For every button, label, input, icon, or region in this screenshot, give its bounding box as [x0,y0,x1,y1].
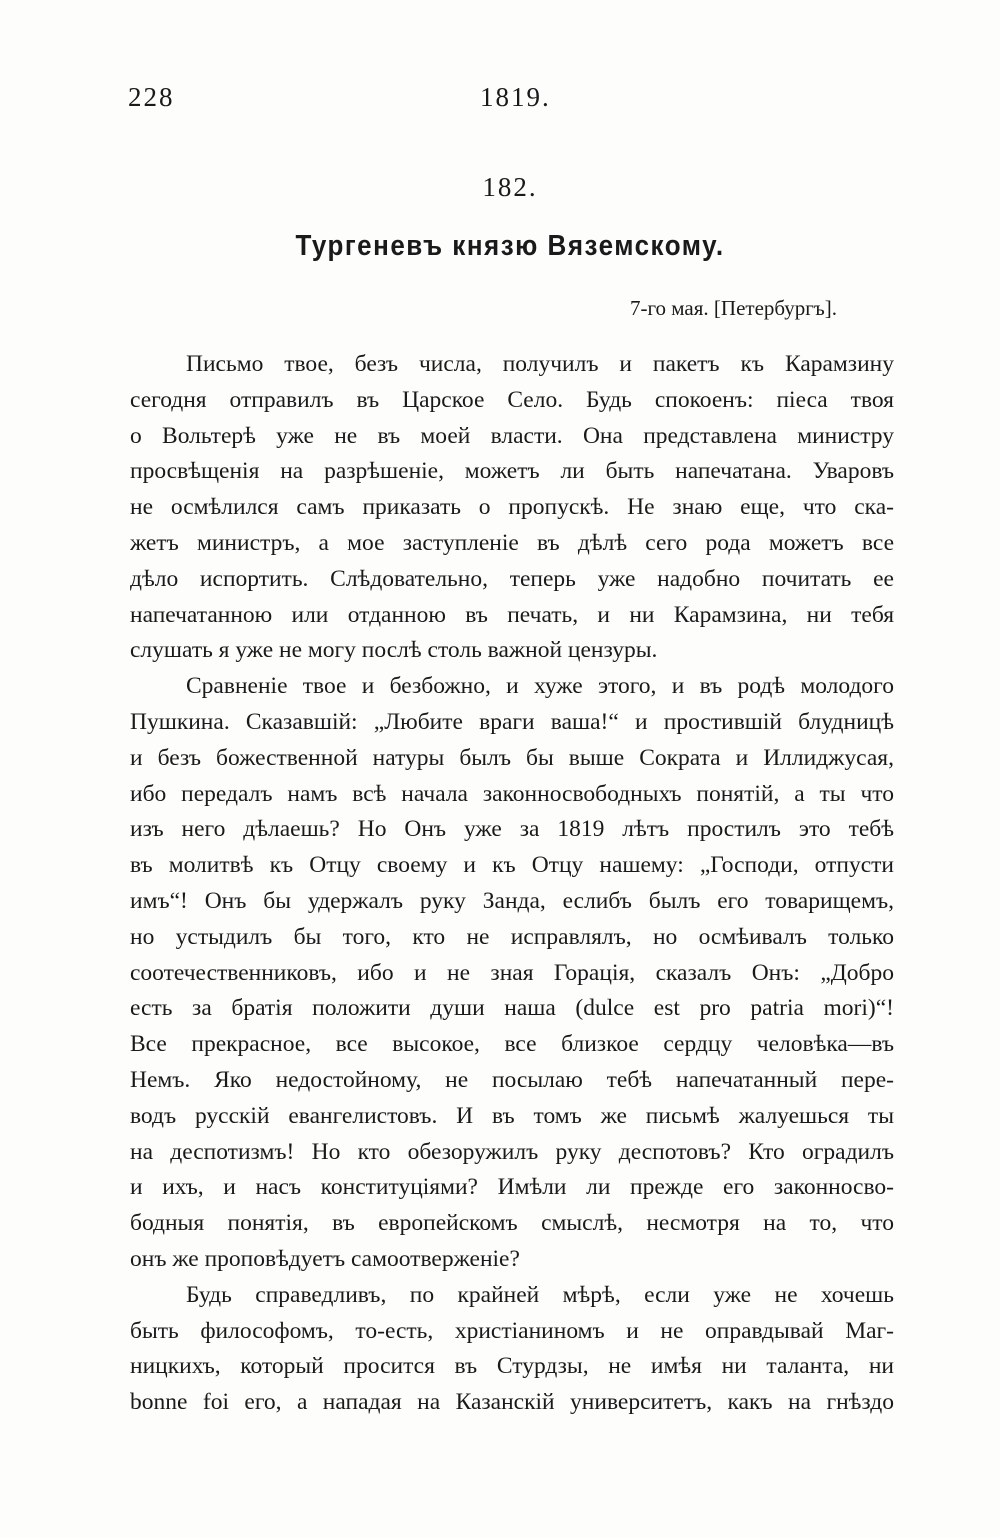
text-line: но устыдилъ бы того, кто не исправлялъ, но осмѣивалъ только [130,923,894,950]
text-line: есть за братія положити души наша (dulce est pro patria mori)“! [130,995,894,1022]
text-line: Немъ. Яко недостойному, не посылаю тебѣ напечатанный пере- [130,1066,894,1093]
text-line: въ молитвѣ къ Отцу своему и къ Отцу нашему: „Господи, отпусти [130,852,894,879]
letter-number: 182. [482,172,538,202]
text-line: дѣло испортить. Слѣдовательно, теперь уже надобно почитать ее [130,565,894,592]
letter-dateline: 7-го мая. [Петербургъ]. [629,296,837,320]
text-line: имъ“! Онъ бы удержалъ руку Занда, еслибъ былъ его товарищемъ, [130,887,894,914]
text-line: Будь справедливъ, по крайней мѣрѣ, если уже не хочешь [186,1281,894,1308]
text-line: быть философомъ, то-есть, христіаниномъ и не оправдывай Маг- [130,1317,894,1344]
text-line: bonne foi его, а нападая на Казанскій университетъ, какъ на гнѣздо [130,1389,894,1416]
letter-title: Тургеневъ князю Вяземскому. [295,228,725,262]
text-line: не осмѣлился самъ приказать о пропускѣ. Не знаю еще, что ска- [130,494,894,521]
text-line: Все прекрасное, все высокое, все близкое сердцу человѣка—въ [130,1031,894,1058]
running-head-year: 1819. [480,82,551,112]
text-line: жетъ министръ, а мое заступленіе въ дѣлѣ сего рода можетъ все [130,529,894,556]
text-line: изъ него дѣлаешь? Но Онъ уже за 1819 лѣтъ простилъ это тебѣ [130,816,894,843]
text-line: ибо передалъ намъ всѣ начала законносвободныхъ понятій, а ты что [130,780,894,807]
text-line: напечатанною или отданною въ печать, и ни Карамзина, ни тебя [130,601,894,628]
running-head [128,82,894,118]
text-line: ницкихъ, который просится въ Стурдзы, не имѣя ни таланта, ни [130,1353,894,1380]
text-line: и ихъ, и насъ конституціями? Имѣли ли прежде его законносво- [130,1174,894,1201]
text-line: о Вольтерѣ уже не въ моей власти. Она представлена министру [130,422,894,449]
text-line: просвѣщенія на разрѣшеніе, можетъ ли быть напечатана. Уваровъ [130,458,894,485]
text-line: онъ же проповѣдуетъ самоотверженіе? [130,1245,520,1272]
page-number: 228 [128,82,175,112]
text-line: сегодня отправилъ въ Царское Село. Будь спокоенъ: піеса твоя [130,386,894,413]
text-line: водъ русскій евангелистовъ. И въ томъ же письмѣ жалуешься ты [130,1102,894,1129]
text-line: на деспотизмъ! Но кто обезоружилъ руку деспотовъ? Кто оградилъ [130,1138,894,1165]
text-line: Пушкина. Сказавшій: „Любите враги ваша!“ и простившій блудницѣ [130,708,894,735]
text-line: Сравненіе твое и безбожно, и хуже этого, и въ родѣ молодого [186,673,894,700]
text-line: Письмо твое, безъ числа, получилъ и пакетъ къ Карамзину [186,351,894,377]
text-line: слушать я уже не могу послѣ столь важной цензуры. [130,637,658,664]
text-line: бодныя понятія, въ европейскомъ смыслѣ, несмотря на то, что [130,1210,894,1237]
letter-body [130,347,894,1421]
text-line: соотечественниковъ, ибо и не зная Горація, сказалъ Онъ: „Добро [130,959,894,986]
text-line: и безъ божественной натуры былъ бы выше Сократа и Иллиджусая, [130,744,894,771]
